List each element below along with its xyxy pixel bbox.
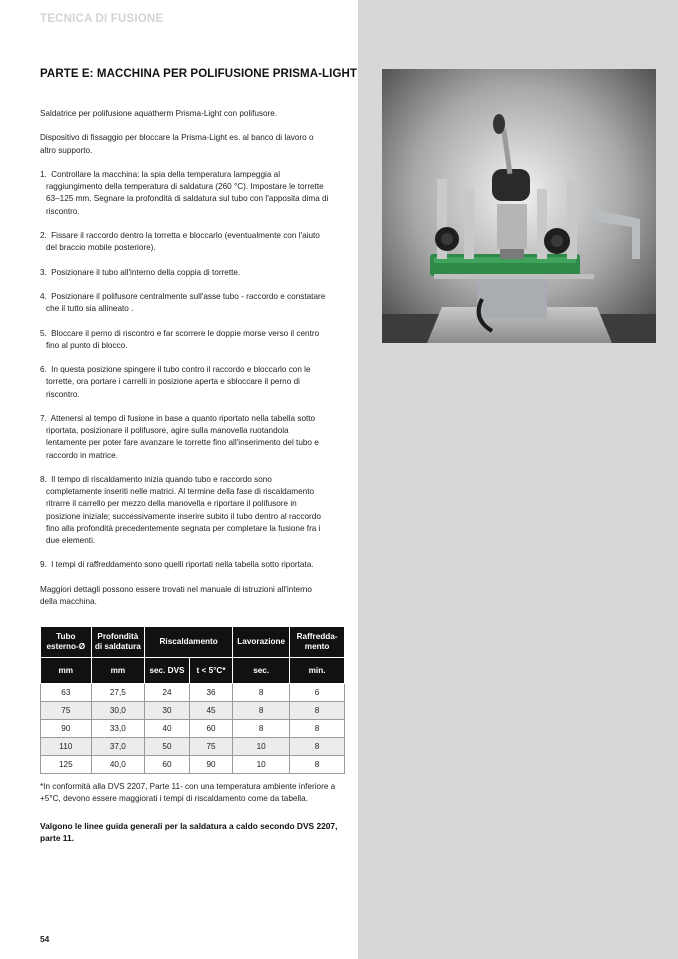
step-text: Bloccare il perno di riscontro e far scorrere le doppie morse verso il centro fino al punto di blocco. (46, 328, 320, 350)
header-riscaldamento: Riscaldamento (145, 627, 233, 658)
table-cell: 6 (290, 684, 345, 702)
step-item (40, 364, 330, 401)
procedure-steps (40, 169, 330, 572)
table-header-row (41, 627, 345, 658)
step-item (40, 230, 330, 254)
table-row (41, 720, 345, 738)
table-cell: 75 (189, 738, 232, 756)
step-item (40, 413, 330, 462)
step-item (40, 169, 330, 218)
table-cell: 63 (41, 684, 92, 702)
step-item (40, 328, 330, 352)
table-cell: 8 (233, 720, 290, 738)
table-row (41, 684, 345, 702)
header-raffreddamento: Raffredda-mento (290, 627, 345, 658)
header-profondita: Profondità di saldatura (91, 627, 144, 658)
table-units-row (41, 658, 345, 684)
table-cell: 40,0 (91, 756, 144, 774)
table-cell: 45 (189, 702, 232, 720)
table-cell: 8 (290, 702, 345, 720)
step-text: Controllare la macchina: la spia della temperatura lampeggia al raggiungimento della temperatura di saldatura (260 °C). Impostare le torrette 63–125 mm. Segnare la profondità di saldatura sul tubo con l'apposita dima di riscontro. (46, 169, 329, 216)
step-text: I tempi di raffreddamento sono quelli riportati nella tabella sotto riportata. (51, 560, 314, 570)
unit-cell: sec. (233, 658, 290, 684)
page-number: 54 (40, 934, 50, 944)
step-item (40, 291, 330, 315)
table-cell: 8 (290, 756, 345, 774)
table-row (41, 702, 345, 720)
table-cell: 8 (290, 738, 345, 756)
guideline-note: Valgono le linee guida generali per la saldatura a caldo secondo DVS 2207, parte 11. (40, 821, 338, 844)
step-text: In questa posizione spingere il tubo contro il raccordo e bloccarlo con le torrette, ora portare i carrelli in posizione aperta e sbloccare il perno di riscontro. (46, 365, 311, 399)
table-cell: 8 (233, 702, 290, 720)
machine-photo (382, 69, 656, 343)
unit-cell: min. (290, 658, 345, 684)
step-number: 7. (40, 413, 47, 423)
step-item (40, 474, 330, 547)
section-header: TECNICA DI FUSIONE (40, 13, 164, 25)
unit-cell: mm (91, 658, 144, 684)
table-cell: 90 (41, 720, 92, 738)
step-number: 1. (40, 169, 47, 179)
table-cell: 36 (189, 684, 232, 702)
step-number: 4. (40, 291, 47, 301)
table-cell: 27,5 (91, 684, 144, 702)
table-cell: 125 (41, 756, 92, 774)
unit-cell: mm (41, 658, 92, 684)
table-cell: 90 (189, 756, 232, 774)
table-cell: 8 (233, 684, 290, 702)
step-item (40, 559, 330, 571)
unit-cell: sec. DVS (145, 658, 190, 684)
step-number: 9. (40, 560, 47, 570)
table-cell: 8 (290, 720, 345, 738)
step-number: 6. (40, 365, 47, 375)
table-cell: 50 (145, 738, 190, 756)
table-cell: 24 (145, 684, 190, 702)
table-cell: 30,0 (91, 702, 144, 720)
table-row (41, 756, 345, 774)
header-tubo: Tubo esterno-Ø (41, 627, 92, 658)
step-number: 3. (40, 267, 47, 277)
table-cell: 60 (189, 720, 232, 738)
table-cell: 33,0 (91, 720, 144, 738)
table-cell: 75 (41, 702, 92, 720)
step-number: 5. (40, 328, 47, 338)
step-text: Il tempo di riscaldamento inizia quando tubo e raccordo sono completamente inseriti nelle matrici. Al termine della fase di riscaldamento ritrarre il carrello per mezzo della manovella e riportare il polifusore in posizione iniziale; successivamente inserire subito il tubo dentro al raccordo fino alla profondità precedentemente segnata per completare la fusione fra i due elementi. (46, 474, 321, 545)
table-cell: 110 (41, 738, 92, 756)
table-cell: 37,0 (91, 738, 144, 756)
step-text: Fissare il raccordo dentro la torretta e bloccarlo (eventualmente con l'aiuto del braccio mobile posteriore). (46, 230, 320, 253)
step-text: Posizionare il tubo all'interno della coppia di torrette. (51, 267, 241, 277)
step-text: Posizionare il polifusore centralmente sull'asse tubo - raccordo e constatare che il tutto sia allineato . (46, 291, 326, 314)
intro-paragraph-2: Dispositivo di fissaggio per bloccare la Prisma-Light es. al banco di lavoro o altro supporto. (40, 133, 314, 155)
table-row (41, 738, 345, 756)
unit-cell: t < 5°C* (189, 658, 232, 684)
page-title: PARTE E: MACCHINA PER POLIFUSIONE PRISMA-LIGHT (40, 68, 358, 80)
table-cell: 40 (145, 720, 190, 738)
table-cell: 60 (145, 756, 190, 774)
table-cell: 30 (145, 702, 190, 720)
closing-paragraph: Maggiori dettagli possono essere trovati nel manuale di istruzioni all'interno della macchina. (40, 584, 312, 606)
instructions-body (40, 108, 330, 620)
table-cell: 10 (233, 738, 290, 756)
step-item (40, 267, 330, 279)
step-number: 8. (40, 474, 47, 484)
step-text: Attenersi al tempo di fusione in base a quanto riportato nella tabella sotto riportata, posizionare il polifusore, agire sulla manovella ruotandola lentamente per poter fare avanzare le torrette fino all'inserimento del tubo e raccordo in matrice. (46, 413, 319, 460)
step-number: 2. (40, 230, 47, 240)
intro-paragraph-1: Saldatrice per polifusione aquatherm Prisma-Light con polifusore. (40, 109, 278, 118)
header-lavorazione: Lavorazione (233, 627, 290, 658)
table-footnote: *In conformità alla DVS 2207, Parte 11- con una temperatura ambiente inferiore a +5°C, devono essere maggiorati i tempi di riscaldamento come da tabella. (40, 782, 336, 804)
table-cell: 10 (233, 756, 290, 774)
fusion-times-table (40, 626, 345, 774)
